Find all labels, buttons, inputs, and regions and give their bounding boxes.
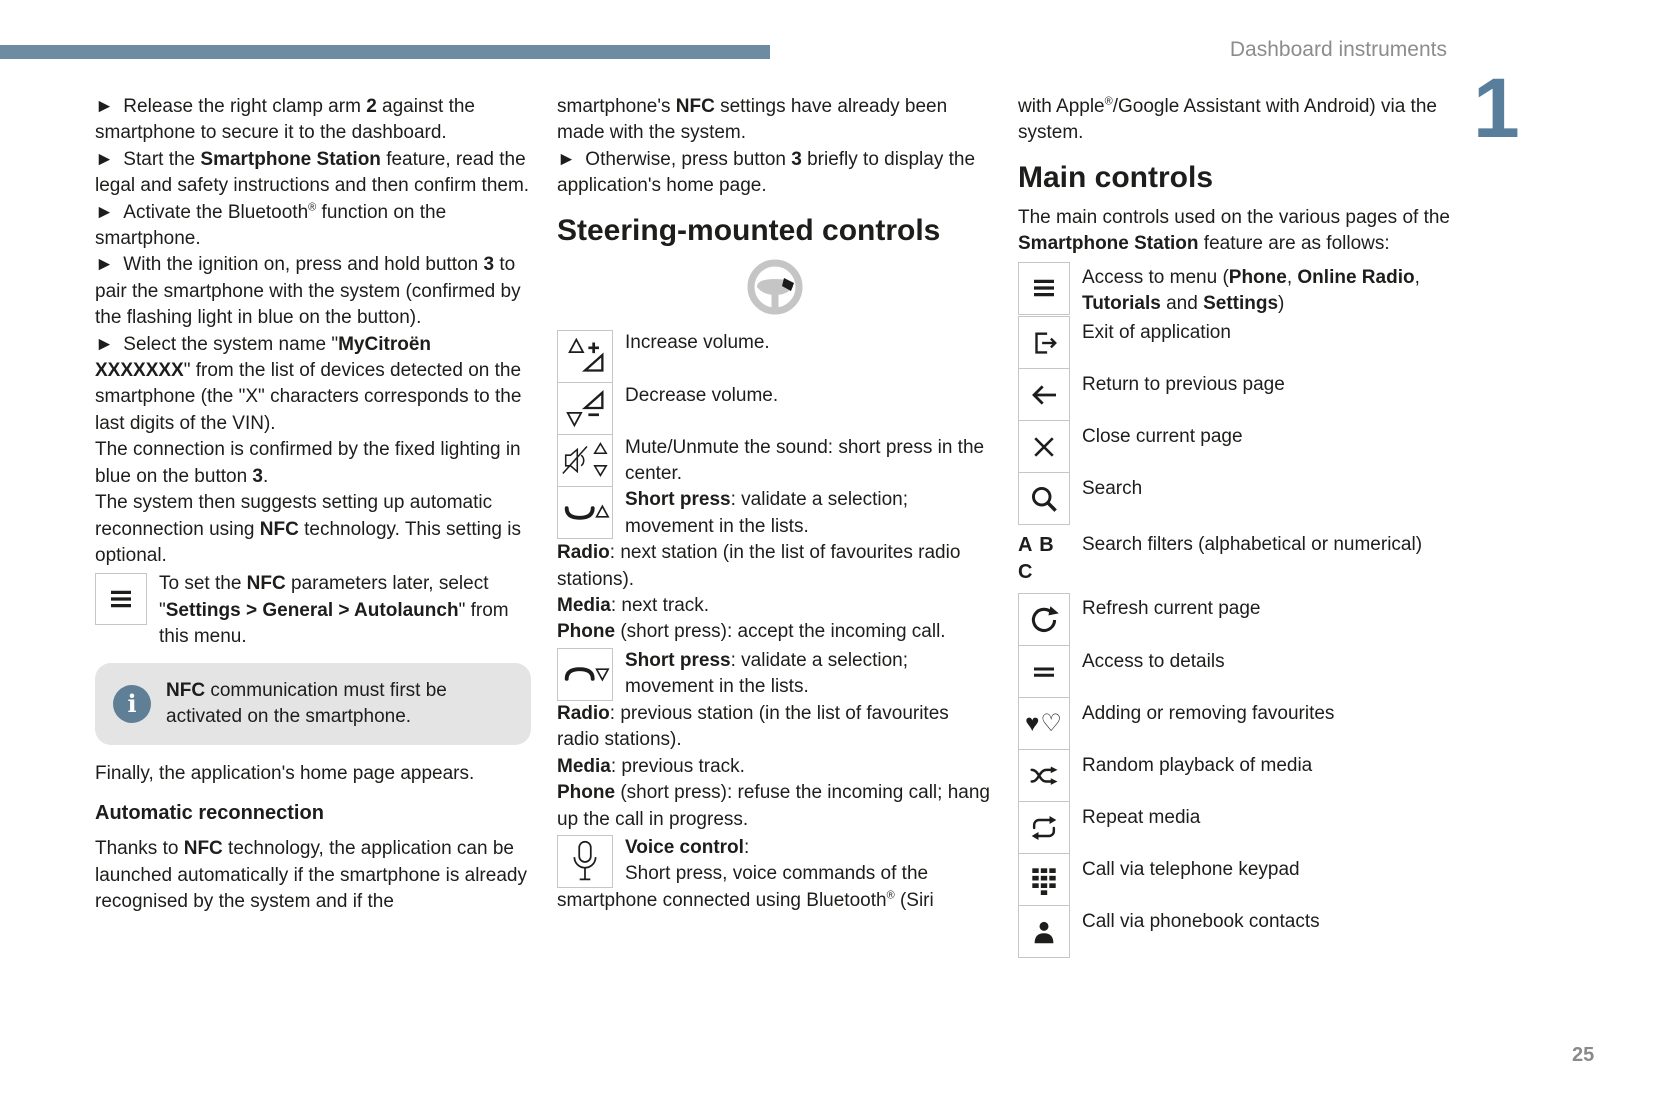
list-item bbox=[1018, 473, 1454, 525]
control-label: Access to details bbox=[1082, 651, 1225, 673]
refresh-icon bbox=[1018, 593, 1070, 646]
column-3 bbox=[1018, 94, 1454, 958]
list-item bbox=[1018, 646, 1454, 698]
search-icon bbox=[1018, 472, 1070, 525]
menu-icon bbox=[1018, 262, 1070, 315]
list-item bbox=[557, 487, 993, 540]
list-item-text: Increase volume. bbox=[625, 331, 770, 353]
volume-down-icon bbox=[557, 382, 613, 435]
list-item bbox=[1018, 698, 1454, 750]
control-label: Search filters (alphabetical or numerical) bbox=[1082, 534, 1423, 556]
details-icon bbox=[1018, 645, 1070, 698]
list-item-text: Short press: validate a selection; movement in the lists. bbox=[625, 489, 909, 537]
list-item-text: Short press: validate a selection; movement in the lists. bbox=[625, 649, 909, 698]
volume-up-icon bbox=[557, 330, 613, 383]
info-note bbox=[95, 663, 531, 746]
menu-icon bbox=[95, 573, 147, 625]
column-1 bbox=[95, 94, 531, 915]
nfc-menu-note bbox=[95, 571, 531, 650]
control-label: Call via telephone keypad bbox=[1082, 859, 1300, 881]
steering-wheel-icon bbox=[557, 258, 993, 316]
instruction-step: ► Activate the Bluetooth® function on the smartphone. bbox=[95, 201, 447, 250]
list-item bbox=[1018, 421, 1454, 473]
control-label: Random playback of media bbox=[1082, 755, 1313, 777]
instruction-step: ► Release the right clamp arm 2 against the smartphone to secure it to the dashboard. bbox=[95, 96, 476, 144]
section-heading-main-controls: Main controls bbox=[1018, 160, 1214, 194]
control-label: Adding or removing favourites bbox=[1082, 703, 1335, 725]
subsection-heading: Automatic reconnection bbox=[95, 801, 324, 824]
mute-icon bbox=[557, 434, 613, 487]
list-item bbox=[1018, 750, 1454, 802]
list-item bbox=[557, 330, 993, 383]
list-item-text: Voice control: Short press, voice commands of the bbox=[625, 836, 929, 885]
control-label: Access to menu (Phone, Online Radio, Tutorials and Settings) bbox=[1082, 266, 1420, 315]
control-label: Close current page bbox=[1082, 426, 1243, 448]
contacts-icon bbox=[1018, 905, 1070, 958]
instruction-step: ► With the ignition on, press and hold button 3 to pair the smartphone with the system (confirmed by the flashing light in blue on the button). bbox=[95, 254, 521, 329]
paragraph: Radio: next station (in the list of favourites radio stations). Media: next track. Phone (short press): accept the incoming call. bbox=[557, 542, 961, 643]
list-item bbox=[1018, 906, 1454, 958]
instruction-step: ► Otherwise, press button 3 briefly to display the application's home page. bbox=[557, 148, 976, 197]
info-icon: i bbox=[113, 685, 151, 723]
paragraph: Finally, the application's home page appears. bbox=[95, 763, 475, 785]
keypad-icon bbox=[1018, 853, 1070, 906]
main-controls-list bbox=[1018, 262, 1454, 526]
paragraph: Radio: previous station (in the list of favourites radio stations). Media: previous track. Phone (short press): refuse the incoming call; hang up the call in progress. bbox=[557, 702, 990, 830]
column-2 bbox=[557, 94, 993, 914]
back-arrow-icon bbox=[1018, 368, 1070, 421]
nfc-menu-note-text: To set the NFC parameters later, select "Settings > General > Autolaunch" from this menu. bbox=[159, 573, 509, 648]
page-number: 25 bbox=[1572, 1044, 1595, 1066]
list-item bbox=[557, 835, 993, 888]
list-item bbox=[1018, 317, 1454, 369]
instruction-step: ► Select the system name "MyCitroën XXXXXXX" from the list of devices detected on the smartphone (the "X" characters corresponds to the last digits of the VIN). bbox=[95, 333, 522, 434]
paragraph: with Apple®/Google Assistant with Android) via the system. bbox=[1018, 95, 1437, 144]
repeat-icon bbox=[1018, 801, 1070, 854]
control-label: Exit of application bbox=[1082, 322, 1231, 344]
microphone-icon bbox=[557, 835, 613, 888]
paragraph: The system then suggests setting up automatic reconnection using NFC technology. This setting is optional. bbox=[95, 492, 521, 566]
close-icon bbox=[1018, 420, 1070, 473]
abc-filter-glyph: A B C bbox=[1018, 534, 1055, 583]
control-label: Search bbox=[1082, 478, 1143, 500]
section-header: Dashboard instruments bbox=[1229, 38, 1447, 61]
paragraph: smartphone's NFC settings have already been made with the system. bbox=[557, 96, 948, 144]
main-controls-list-2 bbox=[1018, 593, 1454, 958]
shuffle-icon bbox=[1018, 749, 1070, 802]
phone-hangup-icon bbox=[557, 648, 613, 701]
chapter-number: 1 bbox=[1473, 61, 1520, 155]
instruction-step: ► Start the Smartphone Station feature, read the legal and safety instructions and then confirm them. bbox=[95, 148, 530, 197]
list-item bbox=[1018, 532, 1454, 585]
list-item bbox=[1018, 802, 1454, 854]
list-item-text: Decrease volume. bbox=[625, 384, 779, 406]
list-item bbox=[1018, 262, 1454, 318]
paragraph: smartphone connected using Bluetooth® (Siri bbox=[557, 889, 934, 911]
paragraph: The main controls used on the various pages of the Smartphone Station feature are as follows: bbox=[1018, 206, 1450, 255]
list-item bbox=[557, 383, 993, 435]
list-item bbox=[557, 435, 993, 488]
section-heading-steering: Steering-mounted controls bbox=[557, 213, 941, 247]
list-item bbox=[1018, 593, 1454, 646]
info-note-text: NFC communication must first be activated on the smartphone. bbox=[166, 679, 447, 727]
control-label: Return to previous page bbox=[1082, 374, 1285, 396]
list-item bbox=[1018, 369, 1454, 421]
control-label: Call via phonebook contacts bbox=[1082, 911, 1320, 933]
paragraph: Thanks to NFC technology, the application can be launched automatically if the smartphone is already recognised by the system and if the bbox=[95, 838, 527, 912]
exit-icon bbox=[1018, 316, 1070, 369]
phone-accept-icon bbox=[557, 486, 613, 539]
paragraph: The connection is confirmed by the fixed lighting in blue on the button 3. bbox=[95, 439, 521, 487]
header-accent-bar bbox=[0, 45, 770, 59]
list-item bbox=[557, 648, 993, 701]
control-label: Repeat media bbox=[1082, 807, 1201, 829]
list-item bbox=[1018, 854, 1454, 906]
favourites-hearts-icon: ♥♡ bbox=[1018, 697, 1070, 750]
steering-controls-list bbox=[557, 330, 993, 541]
list-item-text: Mute/Unmute the sound: short press in the center. bbox=[625, 436, 985, 485]
control-label: Refresh current page bbox=[1082, 598, 1261, 620]
